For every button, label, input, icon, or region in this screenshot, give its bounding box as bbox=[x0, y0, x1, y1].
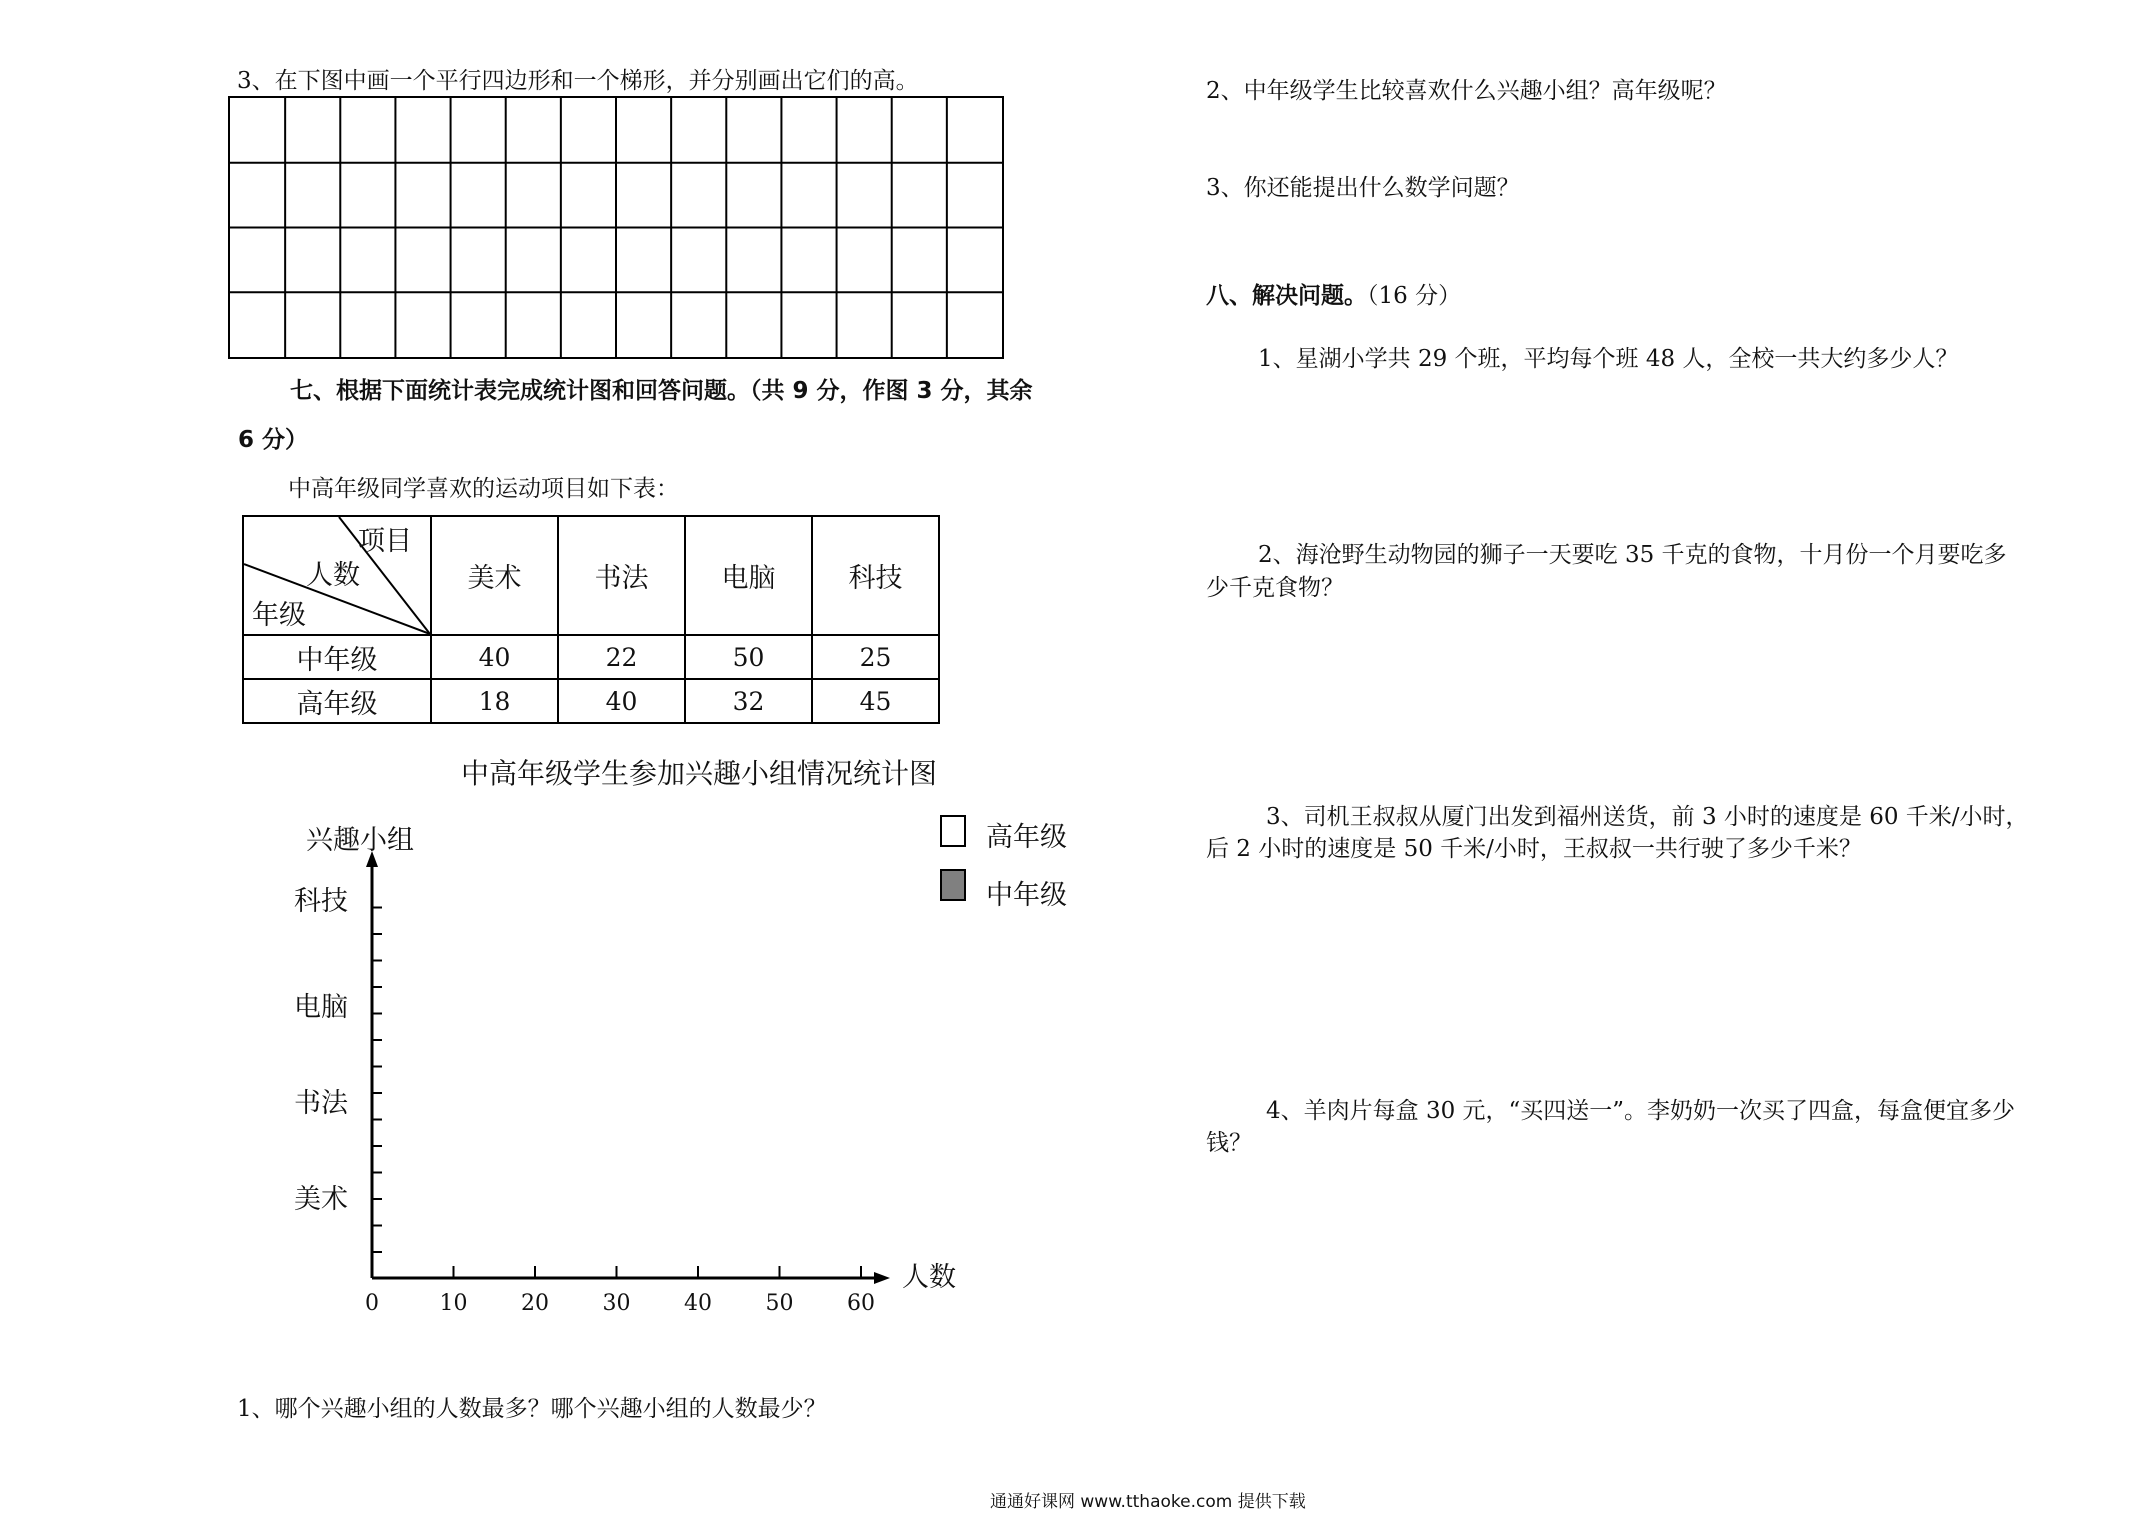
table-header: 科技 bbox=[812, 516, 939, 635]
problem-4-line2: 钱？ bbox=[1206, 1130, 1252, 1156]
table-header: 美术 bbox=[431, 516, 558, 635]
table-cell: 18 bbox=[431, 679, 558, 723]
row-grade: 中年级 bbox=[243, 635, 431, 679]
section7-title-cont: 6 分） bbox=[238, 427, 309, 453]
chart-y-axis-label: 兴趣小组 bbox=[306, 825, 414, 856]
corner-label-item: 项目 bbox=[358, 526, 412, 557]
x-tick-label: 30 bbox=[602, 1291, 631, 1316]
table-cell: 25 bbox=[812, 635, 939, 679]
page-footer: 通通好课网 www.tthaoke.com 提供下载 bbox=[990, 1492, 1306, 1512]
chart-title: 中高年级学生参加兴趣小组情况统计图 bbox=[461, 757, 938, 790]
table-cell: 40 bbox=[431, 635, 558, 679]
x-tick-label: 40 bbox=[684, 1291, 712, 1316]
x-tick-label: 10 bbox=[439, 1291, 468, 1316]
x-tick-label: 50 bbox=[765, 1291, 794, 1316]
legend-swatch-middle bbox=[940, 869, 966, 901]
x-tick-label: 60 bbox=[847, 1291, 875, 1316]
x-tick-label: 0 bbox=[365, 1291, 379, 1316]
y-category-label: 电脑 bbox=[294, 992, 348, 1023]
y-category-label: 科技 bbox=[294, 886, 348, 917]
chart-question-1: 1、哪个兴趣小组的人数最多？哪个兴趣小组的人数最少？ bbox=[237, 1396, 827, 1422]
question-preference: 2、中年级学生比较喜欢什么兴趣小组？高年级呢？ bbox=[1206, 78, 1727, 104]
chart-x-axis-label: 人数 bbox=[902, 1262, 956, 1293]
table-intro: 中高年级同学喜欢的运动项目如下表： bbox=[288, 476, 679, 502]
section7-title: 七、根据下面统计表完成统计图和回答问题。（共 9 分，作图 3 分，其余 bbox=[290, 378, 1033, 404]
problem-2-line2: 少千克食物？ bbox=[1206, 575, 1344, 601]
table-cell: 32 bbox=[685, 679, 812, 723]
question-draw-shapes: 3、在下图中画一个平行四边形和一个梯形，并分别画出它们的高。 bbox=[237, 68, 919, 94]
problem-4-line1: 4、羊肉片每盒 30 元，“买四送一”。李奶奶一次买了四盒，每盒便宜多少 bbox=[1266, 1098, 2016, 1124]
problem-2-line1: 2、海沧野生动物园的狮子一天要吃 35 千克的食物，十月份一个月要吃多 bbox=[1258, 542, 2007, 568]
table-header: 电脑 bbox=[685, 516, 812, 635]
y-category-label: 美术 bbox=[294, 1184, 348, 1215]
section8-title bbox=[1206, 277, 1461, 310]
question-other: 3、你还能提出什么数学问题？ bbox=[1206, 175, 1520, 201]
problem-3-line2: 后 2 小时的速度是 50 千米/小时，王叔叔一共行驶了多少千米？ bbox=[1206, 836, 1862, 862]
row-grade: 高年级 bbox=[243, 679, 431, 723]
problem-1: 1、星湖小学共 29 个班，平均每个班 48 人，全校一共大约多少人？ bbox=[1258, 346, 1959, 372]
table-cell: 40 bbox=[558, 679, 685, 723]
table-header: 书法 bbox=[558, 516, 685, 635]
table-cell: 50 bbox=[685, 635, 812, 679]
table-cell: 45 bbox=[812, 679, 939, 723]
table-cell: 22 bbox=[558, 635, 685, 679]
legend-label-middle: 中年级 bbox=[986, 880, 1067, 911]
section8-score: （16 分） bbox=[1367, 283, 1462, 309]
x-axis-arrow bbox=[874, 1272, 890, 1284]
y-category-label: 书法 bbox=[294, 1088, 348, 1119]
problem-3-line1: 3、司机王叔叔从厦门出发到福州送货，前 3 小时的速度是 60 千米/小时， bbox=[1266, 804, 2029, 830]
corner-label-count: 人数 bbox=[306, 560, 360, 591]
corner-label-grade: 年级 bbox=[252, 600, 306, 631]
x-tick-label: 20 bbox=[521, 1291, 549, 1316]
legend-label-senior: 高年级 bbox=[986, 822, 1067, 853]
legend-swatch-senior bbox=[940, 815, 966, 847]
section8-heading: 八、解决问题。 bbox=[1206, 283, 1367, 309]
